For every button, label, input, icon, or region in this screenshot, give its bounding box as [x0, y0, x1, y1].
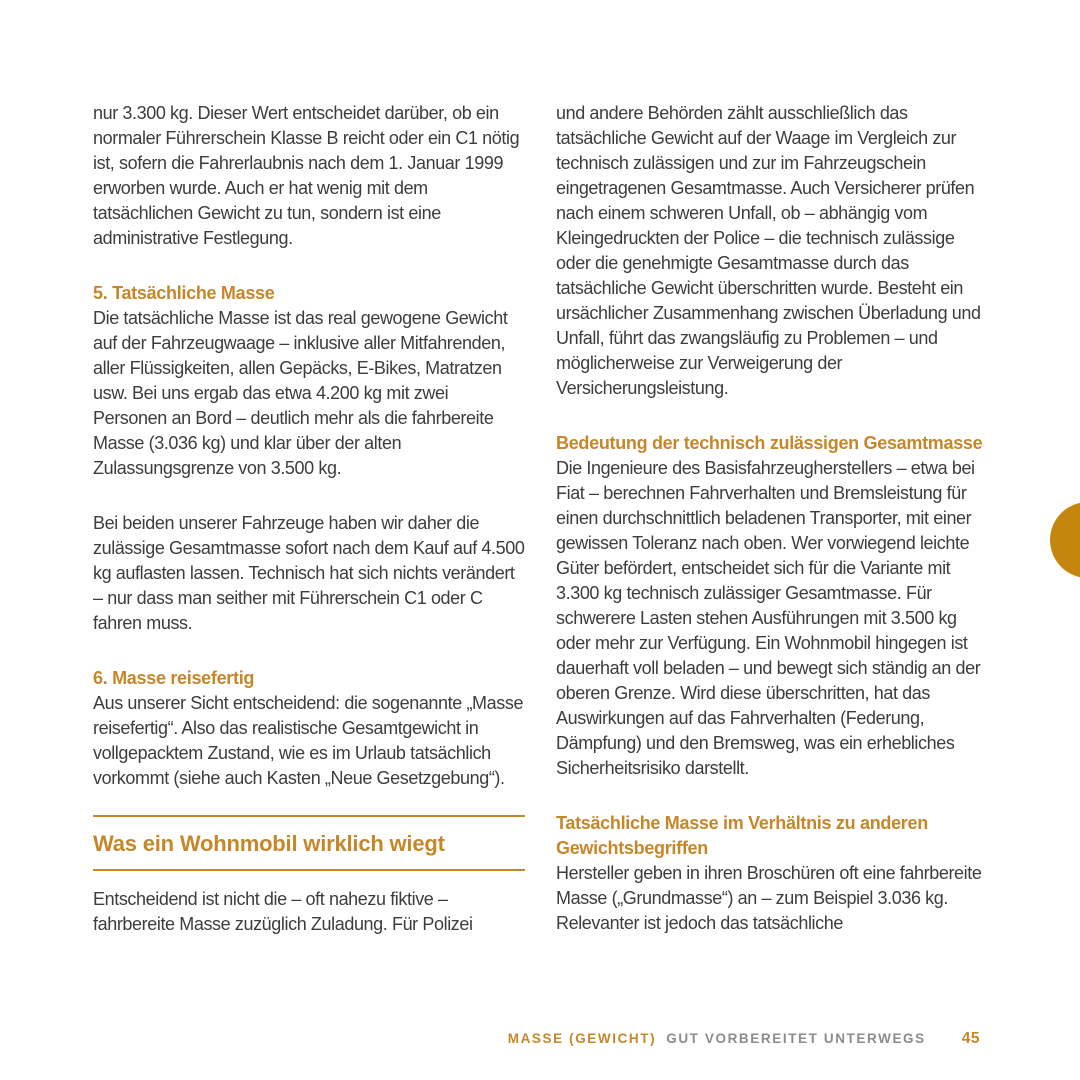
section-heading-block: [93, 815, 525, 871]
subheading-5-tatsaechliche-masse: 5. Tatsächliche Masse: [93, 283, 275, 303]
section-rule-bottom: [93, 869, 525, 871]
paragraph: und andere Behörden zählt ausschließlich das tatsächliche Gewicht auf der Waage im Vergleich zur technisch zulässigen und zur im Fahrzeugschein eingetragenen Gesamtmasse. Auch Versicherer prüfen nach einem schweren Unfall, ob – abhängig vom Kleingedruckten der Police – die technisch zulässige oder die genehmigte Gesamtmasse durch das tatsächliche Gewicht überschritten wurde. Besteht ein ursächlicher Zusammenhang zwischen Überladung und Unfall, führt das zwangsläufig zu Problemen – und möglicherweise zur Verweigerung der Versicherungsleistung.: [556, 103, 981, 398]
paragraph: Aus unserer Sicht entscheidend: die sogenannte „Masse reisefertig“. Also das realistische Gesamtgewicht in vollgepacktem Zustand, wie es im Urlaub tatsächlich vorkommt (siehe auch Kasten „Neue Gesetzgebung“).: [93, 693, 524, 788]
page-footer: [0, 1030, 980, 1048]
section-rule-top: [93, 815, 525, 817]
paragraph: nur 3.300 kg. Dieser Wert entscheidet darüber, ob ein normaler Führerschein Klasse B reicht oder ein C1 nötig ist, sofern die Fahrerlaubnis nach dem 1. Januar 1999 erworben wurde. Auch er hat wenig mit dem tatsächlichen Gewicht zu tun, sondern ist eine administrative Festlegung.: [93, 103, 520, 248]
paragraph: Bei beiden unserer Fahrzeuge haben wir daher die zulässige Gesamtmasse sofort nach dem Kauf auf 4.500 kg auflasten lassen. Technisch hat sich nichts verändert – nur dass man seither mit Führerschein C1 oder C fahren muss.: [93, 513, 525, 633]
paragraph: Die Ingenieure des Basisfahrzeugherstellers – etwa bei Fiat – berechnen Fahrverhalten und Bremsleistung für einen durchschnittlich beladenen Transporter, mit einer gewissen Toleranz nach oben. Wer vorwiegend leichte Güter befördert, entscheidet sich für die Variante mit 3.300 kg technisch zulässiger Gesamtmasse. Für schwerere Lasten stehen Ausführungen mit 3.500 kg oder mehr zur Verfügung. Ein Wohnmobil hingegen ist dauerhaft voll beladen – und bewegt sich ständig an der oberen Grenze. Wird diese überschritten, hat das Auswirkungen auf das Fahrverhalten (Federung, Dämpfung) und den Bremsweg, was ein erhebliches Sicherheitsrisiko darstellt.: [556, 458, 981, 778]
paragraph: Hersteller geben in ihren Broschüren oft eine fahrbereite Masse („Grundmasse“) an – zum Beispiel 3.036 kg. Relevanter ist jedoch das tatsächliche: [556, 863, 982, 933]
subheading-tatsaechliche-masse-verhaeltnis: Tatsächliche Masse im Verhältnis zu anderen Gewichtsbegriffen: [556, 813, 928, 858]
footer-section-label: MASSE (GEWICHT): [507, 1031, 657, 1046]
footer-page-number: 45: [961, 1030, 980, 1047]
section-title: Was ein Wohnmobil wirklich wiegt: [93, 831, 445, 856]
paragraph: Entscheidend ist nicht die – oft nahezu fiktive – fahrbereite Masse zuzüglich Zuladung. Für Polizei: [93, 889, 473, 934]
paragraph: Die tatsächliche Masse ist das real gewogene Gewicht auf der Fahrzeugwaage – inklusive aller Mitfahrenden, aller Flüssigkeiten, allen Gepäcks, E-Bikes, Matratzen usw. Bei uns ergab das etwa 4.200 kg mit zwei Personen an Bord – deutlich mehr als die fahrbereite Masse (3.036 kg) und klar über der alten Zulassungsgrenze von 3.500 kg.: [93, 308, 508, 478]
footer-chapter-label: GUT VORBEREITET UNTERWEGS: [666, 1031, 926, 1046]
subheading-bedeutung-gesamtmasse: Bedeutung der technisch zulässigen Gesamtmasse: [556, 433, 983, 453]
left-column: [93, 101, 525, 937]
subheading-6-masse-reisefertig: 6. Masse reisefertig: [93, 668, 255, 688]
page-edge-circle-decoration: [1050, 502, 1080, 578]
right-column: [556, 101, 990, 936]
